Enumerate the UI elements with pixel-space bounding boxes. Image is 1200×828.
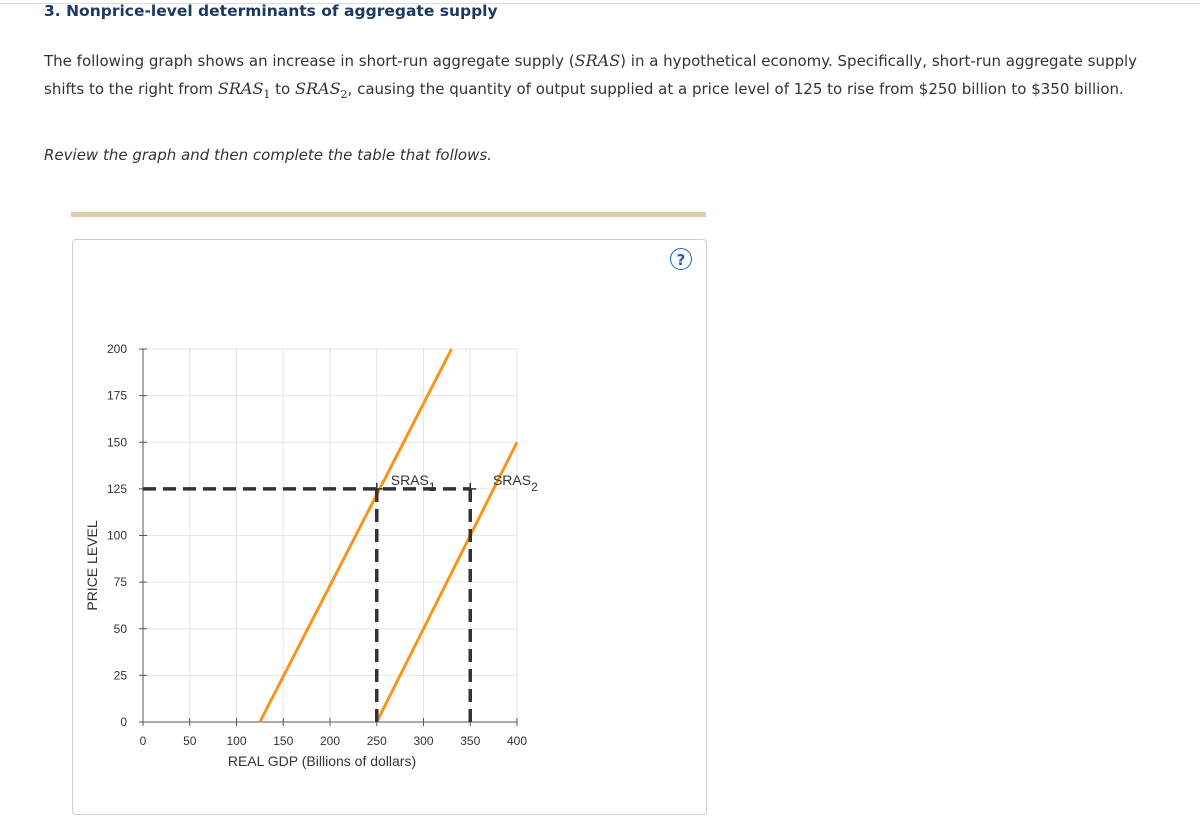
y-tick-label: 100	[106, 528, 127, 543]
y-tick-label: 0	[120, 715, 127, 729]
y-tick-label: 125	[106, 481, 127, 496]
math-sras2-sub: 2	[340, 88, 348, 102]
y-tick-label: 150	[106, 435, 127, 450]
y-axis-title: PRICE LEVEL	[84, 520, 100, 611]
x-tick-label: 200	[319, 734, 341, 748]
math-sras: SRAS	[574, 51, 621, 70]
question-title: 3. Nonprice-level determinants of aggregate supply	[44, 2, 498, 20]
math-sras1-base: SRAS	[217, 79, 264, 98]
x-tick-label: 400	[506, 734, 528, 748]
y-tick-label: 50	[113, 621, 127, 636]
sras-label-subscript: 1	[428, 479, 436, 494]
math-sras1-sub: 1	[263, 88, 271, 102]
x-tick-label: 350	[460, 734, 481, 748]
sras-label-subscript: 2	[531, 479, 538, 494]
y-tick-label: 175	[106, 388, 127, 403]
y-tick-label: 75	[113, 575, 127, 590]
sras-label-1: SRAS1	[390, 471, 436, 494]
x-tick-label: 50	[183, 734, 197, 748]
x-axis-title: REAL GDP (Billions of dollars)	[227, 753, 417, 769]
x-tick-label: 300	[413, 734, 434, 748]
para-text-b: ) in a hypothetical economy. Specifically, short-run aggregate supply shifts to the right from	[44, 52, 1138, 98]
math-sras2-base: SRAS	[295, 79, 341, 98]
sras-label-2: SRAS2	[492, 471, 538, 494]
y-tick-label: 200	[106, 342, 127, 356]
x-tick-label: 150	[273, 734, 294, 748]
x-tick-label: 100	[226, 734, 247, 748]
x-tick-label: 250	[366, 734, 387, 748]
para-text-d: , causing the quantity of output supplied at a price level of 125 to rise from $250 billion to $350 billion.	[347, 80, 1124, 98]
x-tick-label: 0	[139, 734, 147, 748]
review-instruction: Review the graph and then complete the table that follows.	[44, 146, 492, 164]
help-icon[interactable]: ?	[670, 248, 692, 270]
para-text-a: The following graph shows an increase in short-run aggregate supply (	[44, 52, 575, 70]
y-tick-label: 25	[113, 668, 127, 683]
para-text-c: to	[270, 80, 296, 98]
